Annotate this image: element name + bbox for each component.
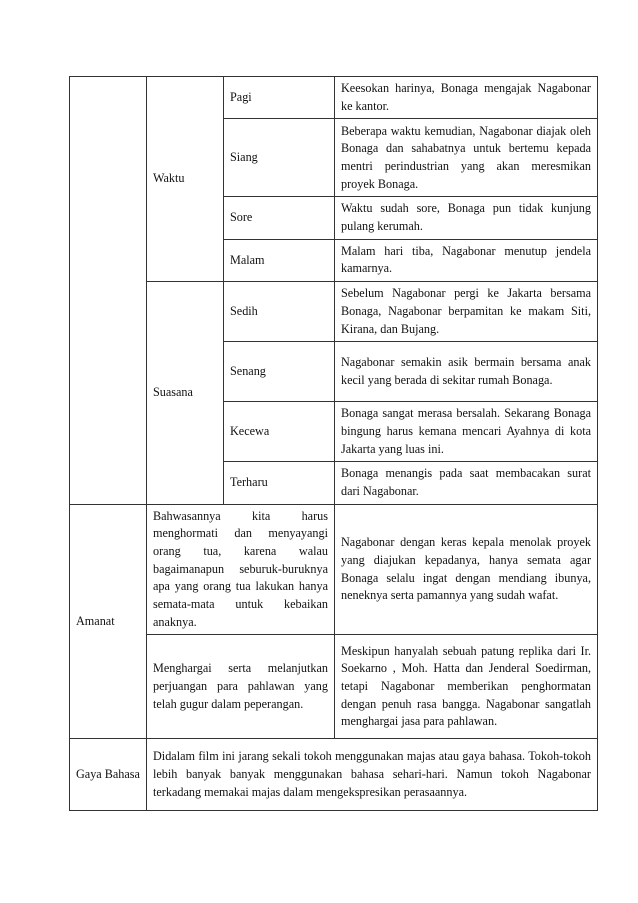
item-label: Senang [224, 342, 335, 402]
item-description: Malam hari tiba, Nagabonar menutup jendela kamarnya. [335, 239, 598, 281]
item-label: Sedih [224, 282, 335, 342]
item-label: Terharu [224, 462, 335, 504]
gaya-bahasa-description: Didalam film ini jarang sekali tokoh menggunakan majas atau gaya bahasa. Tokoh-tokoh lebih banyak banyak menggunakan bahasa sehari-hari. Namun tokoh Nagabonar terkadang memakai majas dalam mengekspresikan perasaannya. [147, 739, 598, 811]
table-row [70, 635, 598, 739]
item-description: Keesokan harinya, Bonaga mengajak Nagabonar ke kantor. [335, 77, 598, 119]
item-label: Sore [224, 197, 335, 239]
item-description: Bonaga menangis pada saat membacakan surat dari Nagabonar. [335, 462, 598, 504]
item-label: Kecewa [224, 402, 335, 462]
item-label: Pagi [224, 77, 335, 119]
item-description: Nagabonar semakin asik bermain bersama anak kecil yang berada di sekitar rumah Bonaga. [335, 342, 598, 402]
table-row [70, 282, 598, 342]
category-label-amanat: Amanat [70, 504, 147, 739]
item-description: Meskipun hanyalah sebuah patung replika dari Ir. Soekarno , Moh. Hatta dan Jenderal Soedirman, tetapi Nagabonar memberikan penghormatan dengan penuh rasa bangga. Nagabonar sangatlah menghargai jasa para pahlawan. [335, 635, 598, 739]
category-label-suasana: Suasana [147, 282, 224, 505]
analysis-table [69, 76, 598, 811]
table-row [70, 739, 598, 811]
item-description: Sebelum Nagabonar pergi ke Jakarta bersama Bonaga, Nagabonar berpamitan ke makam Siti, Kirana, dan Bujang. [335, 282, 598, 342]
category-label-waktu: Waktu [147, 77, 224, 282]
item-label: Malam [224, 239, 335, 281]
table-row [70, 504, 598, 635]
item-description: Waktu sudah sore, Bonaga pun tidak kunjung pulang kerumah. [335, 197, 598, 239]
amanat-point: Bahwasannya kita harus menghormati dan menyayangi orang tua, karena walau bagaimanapun seburuk-buruknya apa yang orang tua lakukan hanya semata-mata untuk kebaikan anaknya. [147, 504, 335, 635]
item-label: Siang [224, 119, 335, 197]
empty-category-cell [70, 77, 147, 505]
category-label-gaya-bahasa: Gaya Bahasa [70, 739, 147, 811]
table-row [70, 77, 598, 119]
item-description: Beberapa waktu kemudian, Nagabonar diajak oleh Bonaga dan sahabatnya untuk bertemu kepada mentri perindustrian yang akan meresmikan proyek Bonaga. [335, 119, 598, 197]
item-description: Bonaga sangat merasa bersalah. Sekarang Bonaga bingung harus kemana mencari Ayahnya di kota Jakarta yang luas ini. [335, 402, 598, 462]
amanat-point: Menghargai serta melanjutkan perjuangan para pahlawan yang telah gugur dalam peperangan. [147, 635, 335, 739]
item-description: Nagabonar dengan keras kepala menolak proyek yang diajukan kepadanya, hanya semata agar Bonaga selalu ingat dengan mendiang ibunya, neneknya serta pamannya yang sudah wafat. [335, 504, 598, 635]
